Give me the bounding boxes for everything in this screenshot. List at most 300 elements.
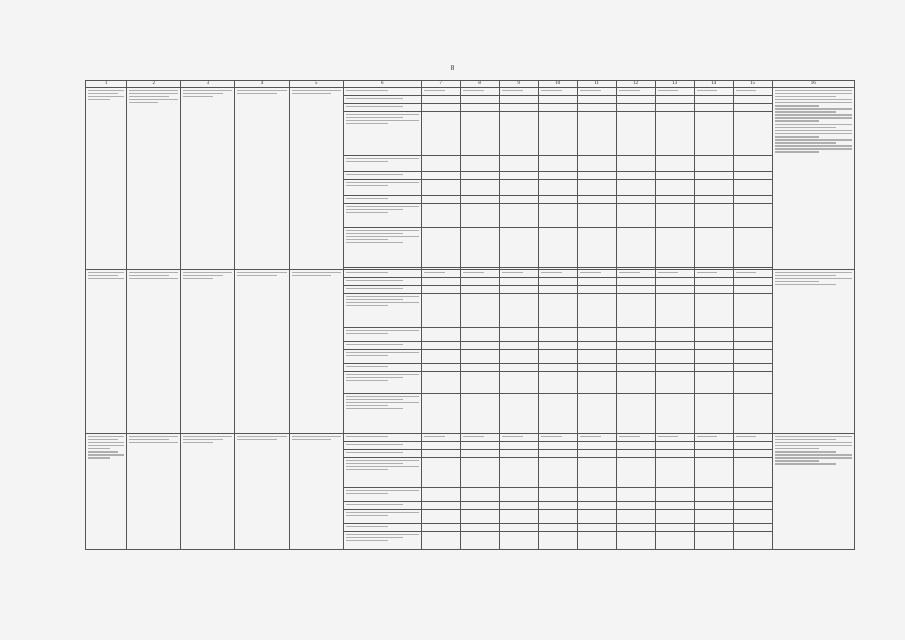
- table-cell: [733, 88, 772, 96]
- table-cell: [460, 350, 499, 364]
- table-cell: [235, 270, 289, 434]
- table-cell: [538, 112, 577, 156]
- table-cell: [772, 434, 854, 550]
- table-cell: [343, 442, 421, 450]
- table-cell: [499, 156, 538, 172]
- table-cell: [421, 104, 460, 112]
- column-number: 4: [235, 81, 289, 88]
- table-cell: [694, 228, 733, 268]
- table-cell: [460, 270, 499, 278]
- table-cell: [655, 502, 694, 510]
- table-cell: [733, 450, 772, 458]
- table-cell: [655, 196, 694, 204]
- column-number: 11: [577, 81, 616, 88]
- table-cell: [616, 524, 655, 532]
- table-cell: [655, 488, 694, 502]
- column-number: 5: [289, 81, 343, 88]
- table-cell: [655, 442, 694, 450]
- table-cell: [499, 488, 538, 502]
- table-cell: [694, 524, 733, 532]
- table-cell: [616, 278, 655, 286]
- table-cell: [343, 532, 421, 550]
- table-cell: [343, 96, 421, 104]
- table-cell: [127, 270, 181, 434]
- table-cell: [538, 278, 577, 286]
- table-cell: [577, 104, 616, 112]
- table-cell: [538, 156, 577, 172]
- table-cell: [616, 96, 655, 104]
- column-number: 1: [86, 81, 127, 88]
- table-cell: [421, 450, 460, 458]
- table-cell: [343, 350, 421, 364]
- table-cell: [616, 364, 655, 372]
- table-cell: [733, 328, 772, 342]
- table-cell: [499, 294, 538, 328]
- table-cell: [577, 372, 616, 394]
- table-cell: [616, 270, 655, 278]
- table-cell: [460, 372, 499, 394]
- table-cell: [421, 204, 460, 228]
- table-cell: [616, 442, 655, 450]
- table-cell: [655, 104, 694, 112]
- table-cell: [577, 328, 616, 342]
- table-cell: [733, 502, 772, 510]
- table-cell: [694, 294, 733, 328]
- table-cell: [733, 112, 772, 156]
- table-cell: [694, 364, 733, 372]
- table-cell: [577, 96, 616, 104]
- table-cell: [421, 458, 460, 488]
- table-cell: [655, 88, 694, 96]
- table-cell: [460, 458, 499, 488]
- table-cell: [577, 458, 616, 488]
- table-cell: [733, 342, 772, 350]
- table-cell: [733, 524, 772, 532]
- table-cell: [499, 88, 538, 96]
- table-cell: [616, 294, 655, 328]
- table-cell: [616, 104, 655, 112]
- table-cell: [655, 342, 694, 350]
- table-cell: [577, 524, 616, 532]
- table-cell: [694, 372, 733, 394]
- table-cell: [577, 278, 616, 286]
- table-cell: [421, 342, 460, 350]
- table-cell: [694, 350, 733, 364]
- table-cell: [181, 88, 235, 270]
- table-cell: [235, 88, 289, 270]
- table-cell: [655, 286, 694, 294]
- table-cell: [694, 196, 733, 204]
- table-cell: [499, 278, 538, 286]
- table-cell: [538, 532, 577, 550]
- table-cell: [499, 196, 538, 204]
- table-cell: [460, 342, 499, 350]
- column-number: 16: [772, 81, 854, 88]
- table-cell: [181, 434, 235, 550]
- table-cell: [733, 364, 772, 372]
- table-cell: [460, 294, 499, 328]
- table-cell: [343, 328, 421, 342]
- table-cell: [421, 364, 460, 372]
- table-cell: [499, 328, 538, 342]
- table-cell: [655, 204, 694, 228]
- table-cell: [694, 204, 733, 228]
- table-cell: [460, 434, 499, 442]
- table-cell: [538, 294, 577, 328]
- table-cell: [616, 450, 655, 458]
- table-cell: [538, 104, 577, 112]
- table-cell: [655, 524, 694, 532]
- table-cell: [499, 112, 538, 156]
- table-cell: [655, 96, 694, 104]
- table-cell: [655, 458, 694, 488]
- table-cell: [538, 450, 577, 458]
- table-cell: [460, 364, 499, 372]
- table-cell: [538, 172, 577, 180]
- table-cell: [577, 488, 616, 502]
- table-cell: [616, 372, 655, 394]
- table-cell: [538, 350, 577, 364]
- table-cell: [343, 112, 421, 156]
- table-cell: [655, 172, 694, 180]
- table-cell: [460, 88, 499, 96]
- table-cell: [499, 204, 538, 228]
- table-cell: [343, 172, 421, 180]
- table-cell: [577, 180, 616, 196]
- table-cell: [577, 350, 616, 364]
- table-cell: [538, 458, 577, 488]
- table-cell: [343, 510, 421, 524]
- table-cell: [343, 502, 421, 510]
- table-cell: [655, 156, 694, 172]
- table-cell: [343, 104, 421, 112]
- table-cell: [460, 278, 499, 286]
- table-cell: [616, 394, 655, 434]
- table-cell: [499, 434, 538, 442]
- table-cell: [577, 196, 616, 204]
- table-cell: [733, 104, 772, 112]
- table-cell: [577, 88, 616, 96]
- table-cell: [655, 278, 694, 286]
- table-cell: [499, 270, 538, 278]
- table-cell: [577, 502, 616, 510]
- table-cell: [616, 156, 655, 172]
- table-cell: [289, 270, 343, 434]
- table-cell: [655, 450, 694, 458]
- table-cell: [86, 434, 127, 550]
- table-cell: [421, 96, 460, 104]
- table-cell: [694, 510, 733, 524]
- table-cell: [499, 524, 538, 532]
- table-cell: [655, 228, 694, 268]
- table-cell: [460, 450, 499, 458]
- table-cell: [421, 394, 460, 434]
- table-cell: [343, 342, 421, 350]
- table-cell: [694, 278, 733, 286]
- table-cell: [616, 510, 655, 524]
- table-header-row: [86, 81, 855, 88]
- table-cell: [460, 328, 499, 342]
- table-cell: [289, 88, 343, 270]
- table-row: [86, 88, 855, 96]
- table-row: [86, 270, 855, 278]
- table-cell: [499, 104, 538, 112]
- table-cell: [655, 532, 694, 550]
- table-cell: [499, 364, 538, 372]
- table-cell: [655, 510, 694, 524]
- table-cell: [733, 372, 772, 394]
- table-cell: [733, 532, 772, 550]
- table-cell: [694, 180, 733, 196]
- table-cell: [772, 270, 854, 434]
- table-cell: [577, 450, 616, 458]
- table-cell: [421, 372, 460, 394]
- table-cell: [538, 364, 577, 372]
- table-cell: [421, 270, 460, 278]
- table-cell: [694, 450, 733, 458]
- table-cell: [577, 228, 616, 268]
- table-cell: [616, 350, 655, 364]
- table-cell: [343, 294, 421, 328]
- table-row: [86, 434, 855, 442]
- table-cell: [538, 394, 577, 434]
- table-cell: [577, 394, 616, 434]
- table-cell: [733, 180, 772, 196]
- table-cell: [694, 156, 733, 172]
- table-cell: [694, 328, 733, 342]
- table-cell: [343, 524, 421, 532]
- table-cell: [343, 450, 421, 458]
- table-cell: [538, 96, 577, 104]
- table-cell: [421, 328, 460, 342]
- table-cell: [694, 342, 733, 350]
- table-cell: [616, 112, 655, 156]
- table-cell: [577, 434, 616, 442]
- table-cell: [655, 350, 694, 364]
- column-number: 15: [733, 81, 772, 88]
- table-cell: [235, 434, 289, 550]
- table-cell: [421, 488, 460, 502]
- table-cell: [499, 394, 538, 434]
- table-cell: [694, 172, 733, 180]
- table-cell: [616, 228, 655, 268]
- table-cell: [499, 180, 538, 196]
- column-number: 7: [421, 81, 460, 88]
- table-cell: [733, 278, 772, 286]
- table-cell: [460, 172, 499, 180]
- table-cell: [538, 228, 577, 268]
- table-cell: [460, 228, 499, 268]
- table-cell: [343, 286, 421, 294]
- table-cell: [694, 112, 733, 156]
- table-cell: [499, 532, 538, 550]
- table-cell: [733, 204, 772, 228]
- table-cell: [289, 434, 343, 550]
- table-cell: [616, 342, 655, 350]
- column-number: 2: [127, 81, 181, 88]
- table-cell: [343, 270, 421, 278]
- table-cell: [538, 442, 577, 450]
- table-cell: [460, 156, 499, 172]
- table-cell: [616, 328, 655, 342]
- table-cell: [616, 196, 655, 204]
- table-cell: [499, 286, 538, 294]
- table-cell: [499, 502, 538, 510]
- table-cell: [694, 104, 733, 112]
- table-cell: [421, 286, 460, 294]
- table-cell: [421, 294, 460, 328]
- page-number: 8: [450, 64, 455, 72]
- table-cell: [616, 488, 655, 502]
- table-cell: [655, 294, 694, 328]
- table-cell: [577, 112, 616, 156]
- table-cell: [460, 532, 499, 550]
- table-cell: [538, 204, 577, 228]
- table-cell: [343, 228, 421, 268]
- table-cell: [460, 204, 499, 228]
- table-cell: [538, 434, 577, 442]
- table-cell: [499, 442, 538, 450]
- table-cell: [577, 342, 616, 350]
- table-cell: [86, 270, 127, 434]
- table-cell: [733, 156, 772, 172]
- table-cell: [538, 372, 577, 394]
- table-cell: [733, 458, 772, 488]
- table-cell: [577, 294, 616, 328]
- table-cell: [460, 488, 499, 502]
- table-cell: [343, 204, 421, 228]
- column-number: 9: [499, 81, 538, 88]
- table-cell: [733, 350, 772, 364]
- table-cell: [694, 88, 733, 96]
- document-table: [85, 80, 855, 550]
- table-cell: [343, 458, 421, 488]
- table-cell: [577, 270, 616, 278]
- table-cell: [577, 442, 616, 450]
- table-cell: [577, 286, 616, 294]
- table-cell: [733, 286, 772, 294]
- table-cell: [616, 434, 655, 442]
- table-cell: [421, 196, 460, 204]
- table-cell: [421, 524, 460, 532]
- table-cell: [616, 88, 655, 96]
- table-cell: [577, 532, 616, 550]
- table-cell: [421, 442, 460, 450]
- table-cell: [343, 364, 421, 372]
- table-cell: [694, 270, 733, 278]
- table-cell: [343, 180, 421, 196]
- table-cell: [694, 502, 733, 510]
- table-cell: [127, 88, 181, 270]
- column-number: 3: [181, 81, 235, 88]
- table-cell: [421, 180, 460, 196]
- table-cell: [733, 394, 772, 434]
- table-cell: [460, 112, 499, 156]
- table-cell: [460, 196, 499, 204]
- table-cell: [733, 172, 772, 180]
- table-cell: [577, 172, 616, 180]
- table-cell: [694, 434, 733, 442]
- table-cell: [616, 204, 655, 228]
- table-cell: [499, 342, 538, 350]
- table-cell: [343, 488, 421, 502]
- column-number: 12: [616, 81, 655, 88]
- table-cell: [538, 328, 577, 342]
- table-cell: [460, 510, 499, 524]
- table-cell: [655, 112, 694, 156]
- table-cell: [499, 228, 538, 268]
- table-cell: [694, 442, 733, 450]
- table-cell: [181, 270, 235, 434]
- table-cell: [343, 156, 421, 172]
- table-cell: [733, 270, 772, 278]
- table-cell: [421, 434, 460, 442]
- table-cell: [460, 442, 499, 450]
- table-cell: [577, 510, 616, 524]
- table-cell: [421, 532, 460, 550]
- table-cell: [421, 278, 460, 286]
- table-cell: [655, 328, 694, 342]
- table-cell: [772, 88, 854, 270]
- table-cell: [421, 156, 460, 172]
- column-number: 6: [343, 81, 421, 88]
- table-cell: [655, 394, 694, 434]
- table-cell: [655, 270, 694, 278]
- table-cell: [421, 112, 460, 156]
- table-cell: [499, 510, 538, 524]
- table-cell: [499, 450, 538, 458]
- table-cell: [343, 88, 421, 96]
- table-cell: [343, 394, 421, 434]
- table-cell: [499, 350, 538, 364]
- table-cell: [694, 96, 733, 104]
- table-cell: [538, 342, 577, 350]
- table-cell: [577, 364, 616, 372]
- table-cell: [86, 88, 127, 270]
- table-cell: [343, 196, 421, 204]
- column-number: 13: [655, 81, 694, 88]
- table-cell: [616, 172, 655, 180]
- table-cell: [616, 286, 655, 294]
- table-cell: [343, 434, 421, 442]
- column-number: 8: [460, 81, 499, 88]
- table-cell: [343, 372, 421, 394]
- table-cell: [538, 502, 577, 510]
- table-cell: [655, 180, 694, 196]
- table-cell: [655, 364, 694, 372]
- table-cell: [694, 458, 733, 488]
- table-cell: [460, 502, 499, 510]
- table-cell: [733, 228, 772, 268]
- table-cell: [421, 88, 460, 96]
- table-cell: [421, 502, 460, 510]
- table-cell: [538, 488, 577, 502]
- table-cell: [538, 88, 577, 96]
- table-cell: [499, 372, 538, 394]
- table-cell: [127, 434, 181, 550]
- table-cell: [421, 350, 460, 364]
- table-cell: [499, 96, 538, 104]
- table-cell: [421, 228, 460, 268]
- table-cell: [499, 458, 538, 488]
- table-cell: [538, 180, 577, 196]
- table-cell: [616, 502, 655, 510]
- table-cell: [538, 270, 577, 278]
- table-cell: [655, 372, 694, 394]
- table-cell: [733, 96, 772, 104]
- table-cell: [694, 394, 733, 434]
- table-cell: [616, 458, 655, 488]
